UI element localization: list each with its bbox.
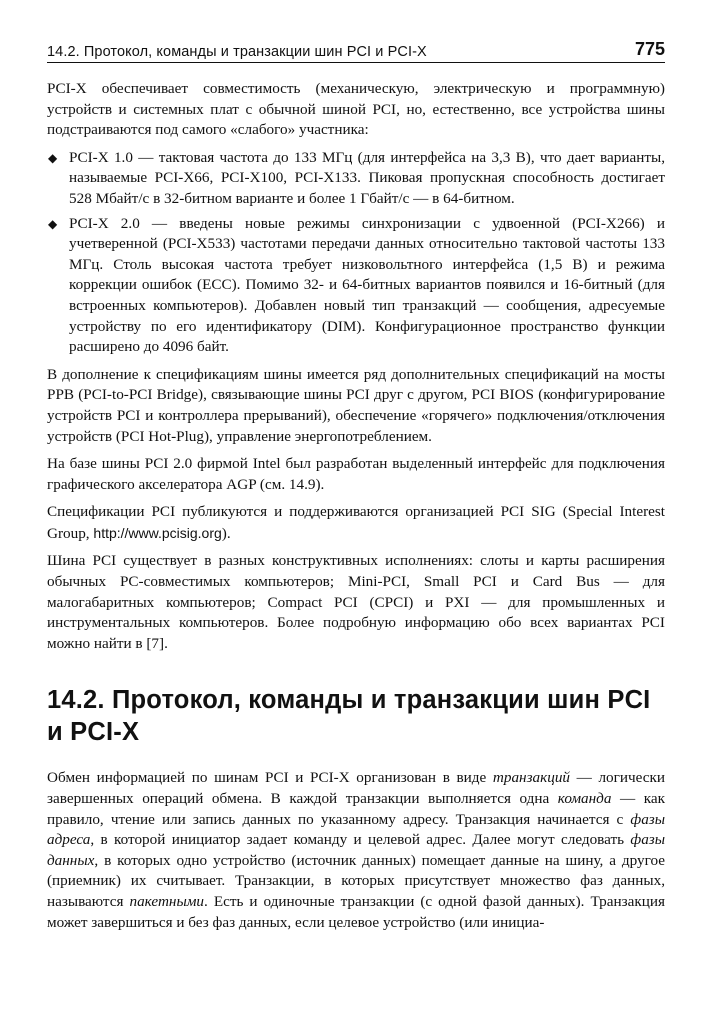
paragraph-text: Обмен информацией по шинам PCI и PCI-X организован в виде (47, 769, 493, 787)
term-burst: пакетными (129, 893, 205, 910)
running-title: 14.2. Протокол, команды и транзакции шин PCI и PCI-X (47, 44, 427, 60)
book-page (47, 38, 665, 940)
pci-sig-paragraph (47, 502, 665, 544)
paragraph-text: , в которых одно устройство (источник данных) помещает данные на шину, а другое (приемник) их считывает. Транзакции, в которых присутствует множество фаз данных, называются (47, 851, 665, 910)
page-number: 775 (634, 39, 665, 59)
body-text (47, 79, 665, 933)
pci-x-versions-list (47, 148, 665, 358)
section-heading: 14.2. Протокол, команды и транзакции шин PCI и PCI-X (47, 686, 651, 747)
diamond-bullet-icon: ◆ (48, 216, 58, 231)
variants-paragraph: Шина PCI существует в разных конструктивных исполнениях: слоты и карты расширения обычных PC-совместимых компьютеров; Mini-PCI, Small PCI и Card Bus — для малогабаритных компьютеров; Compact PCI (CPCI) и PXI — для промышленных и инструментальных компьютеров. Более подробную информацию обо всех вариантах PCI можно найти в [7]. (47, 552, 665, 652)
term-transactions: транзакций (492, 769, 571, 787)
list-item (47, 214, 665, 358)
agp-paragraph: На базе шины PCI 2.0 фирмой Intel был разработан выделенный интерфейс для подключения графического акселератора AGP (см. 14.9). (47, 455, 665, 493)
paragraph-text: . Есть и одиночные транзакции (с одной фазой данных). Транзакция может завершиться и без фаз данных, если целевое устройство (или инициа- (47, 893, 665, 931)
list-item (47, 148, 665, 210)
transactions-paragraph (47, 768, 665, 933)
pci-sig-link[interactable]: http://www.pcisig.org (93, 524, 222, 541)
pci-sig-text-end: ). (221, 524, 231, 542)
list-item-text: PCI-X 1.0 — тактовая частота до 133 МГц (для интерфейса на 3,3 В), что дает варианты, называемые PCI-X66, PCI-X100, PCI-X133. Пиковая пропускная способность достигает 528 Мбайт/с в 32-битном варианте и более 1 Гбайт/с — в 64-битном. (69, 148, 665, 207)
paragraph-text: — как правило, чтение или запись данных по указанному адресу. Транзакция начинается с (47, 790, 665, 828)
term-address-phase: фазы адреса (47, 810, 665, 849)
pci-sig-text: Спецификации PCI публикуются и поддерживаются организацией PCI SIG (Special Interest Group, (47, 503, 665, 542)
paragraph-text: — логически завершенных операций обмена. В каждой транзакции выполняется одна (47, 769, 665, 808)
diamond-bullet-icon: ◆ (48, 150, 58, 165)
term-data-phases: фазы данных (47, 831, 665, 869)
term-command: команда (557, 790, 612, 808)
intro-paragraph: PCI-X обеспечивает совместимость (механическую, электрическую и программную) устройств и системных плат с обычной шиной PCI, но, естественно, все устройства шины подстраиваются под самого «слабого» участника: (47, 80, 665, 139)
specifications-paragraph: В дополнение к спецификациям шины имеется ряд дополнительных спецификаций на мосты PPB (PCI-to-PCI Bridge), связывающие шины PCI друг с другом, PCI BIOS (конфигурирование устройств PCI и контроллера прерываний), обеспечение «горячего» подключения/отключения устройств (PCI Hot-Plug), управление энергопотреблением. (47, 365, 665, 445)
running-header (47, 38, 665, 63)
list-item-text: PCI-X 2.0 — введены новые режимы синхронизации с удвоенной (PCI-X266) и учетверенной (PCI-X533) частотами передачи данных относительно тактовой частоты 133 МГц. Столь высокая частота требует низковольтного интерфейса (1,5 В) и режима коррекции ошибок (ECC). Помимо 32- и 64-битных вариантов появился и 16-битный (для встроенных компьютеров). Добавлен новый тип транзакций — сообщения, адресуемые устройству по его идентификатору (DIM). Конфигурационное пространство функции расширено до 4096 байт. (69, 214, 665, 356)
paragraph-text: , в которой инициатор задает команду и целевой адрес. Далее могут следовать (90, 831, 631, 849)
